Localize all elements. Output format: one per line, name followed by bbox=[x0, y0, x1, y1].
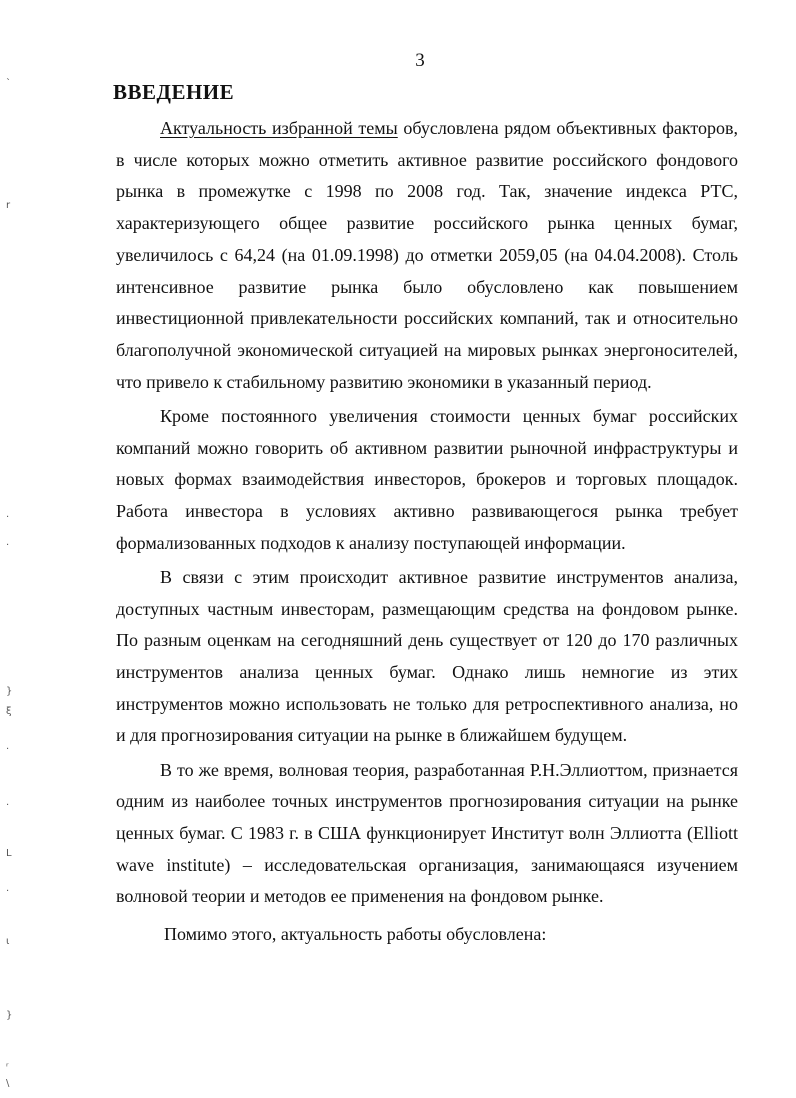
paragraph-elliott-theory: В то же время, волновая теория, разработанная Р.Н.Эллиоттом, признается одним из наиболее точных инструментов прогнозирования ситуации на рынке ценных бумаг. С 1983 г. в США функционирует Институт волн Эллиотта (Elliott wave institute) – исследовательская организация, занимающаяся изучением волновой теории и методов ее применения на фондовом рынке. bbox=[116, 759, 738, 907]
margin-mark: · bbox=[6, 512, 10, 523]
body-text bbox=[116, 113, 738, 953]
paragraph-text: обусловлена рядом объективных факторов, в числе которых можно отметить активное развитие российского фондового рынка в промежутке с 1998 по 2008 год. Так, значение индекса РТС, характеризующего общее развитие российского рынка ценных бумаг, увеличилось с 64,24 (на 01.09.1998) до отметки 2059,05 (на 04.04.2008). Столь интенсивное развитие рынка было обусловлено как повышением инвестиционной привлекательности российских компаний, так и относительно благополучной экономической ситуацией на мировых рынках энергоносителей, что привело к стабильному развитию экономики в указанный период. bbox=[116, 118, 739, 392]
scan-margin-artifacts bbox=[0, 0, 30, 1098]
margin-mark: \ bbox=[6, 1078, 10, 1089]
paragraph-relevance bbox=[116, 113, 738, 398]
margin-mark: ` bbox=[6, 78, 11, 89]
margin-mark: · bbox=[6, 540, 10, 551]
margin-mark: ι bbox=[6, 936, 10, 947]
margin-mark: · bbox=[6, 744, 10, 755]
margin-mark: } bbox=[6, 1010, 13, 1021]
margin-mark: } bbox=[6, 686, 13, 697]
margin-mark: ʳ bbox=[6, 1062, 9, 1073]
paragraph-infrastructure: Кроме постоянного увеличения стоимости ценных бумаг российских компаний можно говорить об активном развитии рыночной инфраструктуры и новых формах взаимодействия инвесторов, брокеров и торговых площадок. Работа инвестора в условиях активно развивающегося рынка требует формализованных подходов к анализу поступающей информации. bbox=[116, 405, 738, 553]
section-heading: ВВЕДЕНИЕ bbox=[113, 80, 235, 104]
page-number: 3 bbox=[415, 50, 425, 71]
margin-mark: · bbox=[6, 886, 10, 897]
margin-mark: r bbox=[6, 200, 11, 211]
paragraph-additionally: Помимо этого, актуальность работы обусловлена: bbox=[164, 924, 547, 945]
margin-mark: L bbox=[6, 848, 12, 859]
underlined-phrase: Актуальность избранной темы bbox=[160, 118, 398, 138]
margin-mark: ξ bbox=[6, 706, 12, 717]
paragraph-analysis-tools: В связи с этим происходит активное развитие инструментов анализа, доступных частным инвесторам, размещающим средства на фондовом рынке. По разным оценкам на сегодняшний день существует от 120 до 170 различных инструментов анализа ценных бумаг. Однако лишь немногие из этих инструментов можно использовать не только для ретроспективного анализа, но и для прогнозирования ситуации на рынке в ближайшем будущем. bbox=[116, 566, 738, 746]
margin-mark: · bbox=[6, 800, 10, 811]
